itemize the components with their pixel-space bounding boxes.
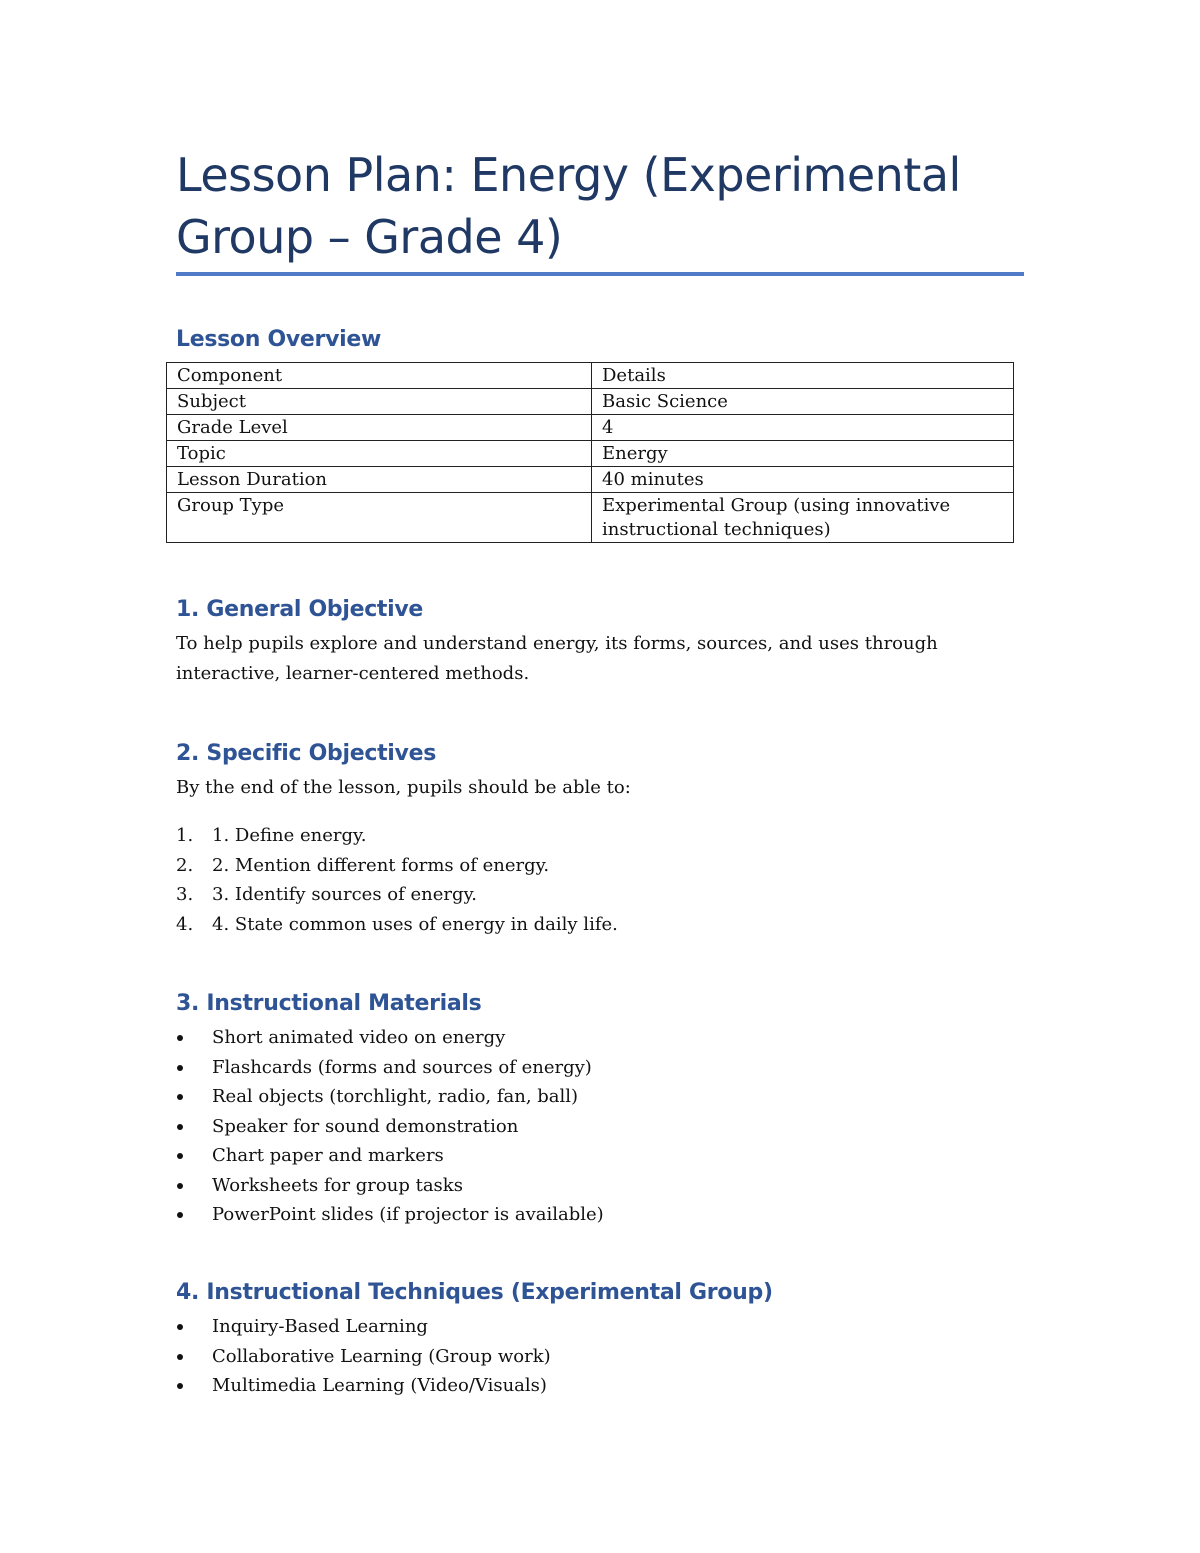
table-row [167,415,1014,441]
table-cell: Grade Level [167,415,592,441]
list-item [176,851,618,881]
bullet-icon [177,1065,183,1071]
specific-objectives-intro: By the end of the lesson, pupils should be able to: [176,777,631,798]
specific-objectives-list [176,821,618,939]
list-item-text: Short animated video on energy [212,1027,506,1048]
list-item [176,821,618,851]
bullet-icon [177,1153,183,1159]
general-objective-heading: 1. General Objective [176,597,424,622]
list-item [176,910,618,940]
list-number: 1. [176,825,194,846]
table-cell: Subject [167,389,592,415]
techniques-list [176,1312,551,1401]
list-item [176,1112,604,1142]
list-item-text: Real objects (torchlight, radio, fan, ball) [212,1086,579,1107]
specific-objectives-heading: 2. Specific Objectives [176,741,436,766]
page-title: Lesson Plan: Energy (Experimental Group – Grade 4) [176,148,961,264]
list-item [176,1371,551,1401]
table-header-row [167,363,1014,389]
list-item-text: PowerPoint slides (if projector is available) [212,1204,604,1225]
overview-heading: Lesson Overview [176,327,382,352]
list-number: 2. [176,854,194,876]
general-objective-text: To help pupils explore and understand energy, its forms, sources, and uses through interactive, learner-centered methods. [176,633,938,684]
list-item [176,1312,551,1342]
table-cell: Energy [592,441,1014,467]
list-item [176,1171,604,1201]
title-underline [176,272,1024,276]
table-cell: Lesson Duration [167,467,592,493]
list-item-text: Inquiry-Based Learning [212,1316,428,1337]
list-number: 4. [176,913,194,935]
bullet-icon [177,1383,183,1389]
table-cell: Group Type [167,493,592,543]
bullet-icon [177,1124,183,1130]
table-header-cell: Component [167,363,592,389]
table-row [167,493,1014,543]
list-item-text: Multimedia Learning (Video/Visuals) [212,1375,547,1396]
table-cell: Experimental Group (using innovative instructional techniques) [592,493,1014,543]
list-item-text: 3. Identify sources of energy. [212,884,478,905]
table-cell: 40 minutes [592,467,1014,493]
bullet-icon [177,1035,183,1041]
bullet-icon [177,1324,183,1330]
list-item-text: 2. Mention different forms of energy. [212,854,550,876]
list-item-text: Flashcards (forms and sources of energy) [212,1056,592,1078]
list-item-text: Speaker for sound demonstration [212,1115,519,1137]
overview-table [166,362,1014,543]
table-row [167,389,1014,415]
list-item [176,1023,604,1053]
table-cell: Basic Science [592,389,1014,415]
table-cell: Topic [167,441,592,467]
bullet-icon [177,1183,183,1189]
materials-heading: 3. Instructional Materials [176,991,482,1016]
list-item-text: 4. State common uses of energy in daily life. [212,913,618,935]
list-item [176,1141,604,1171]
bullet-icon [177,1212,183,1218]
table-row [167,467,1014,493]
list-number: 3. [176,884,194,905]
techniques-heading: 4. Instructional Techniques (Experimental Group) [176,1280,773,1305]
list-item-text: Collaborative Learning (Group work) [212,1345,551,1367]
bullet-icon [177,1094,183,1100]
list-item-text: Chart paper and markers [212,1145,444,1166]
bullet-icon [177,1354,183,1360]
list-item [176,880,618,910]
list-item [176,1053,604,1083]
materials-list [176,1023,604,1230]
list-item [176,1082,604,1112]
list-item [176,1342,551,1372]
table-cell: 4 [592,415,1014,441]
table-header-cell: Details [592,363,1014,389]
list-item [176,1200,604,1230]
list-item-text: 1. Define energy. [212,825,367,846]
list-item-text: Worksheets for group tasks [212,1174,463,1196]
table-row [167,441,1014,467]
